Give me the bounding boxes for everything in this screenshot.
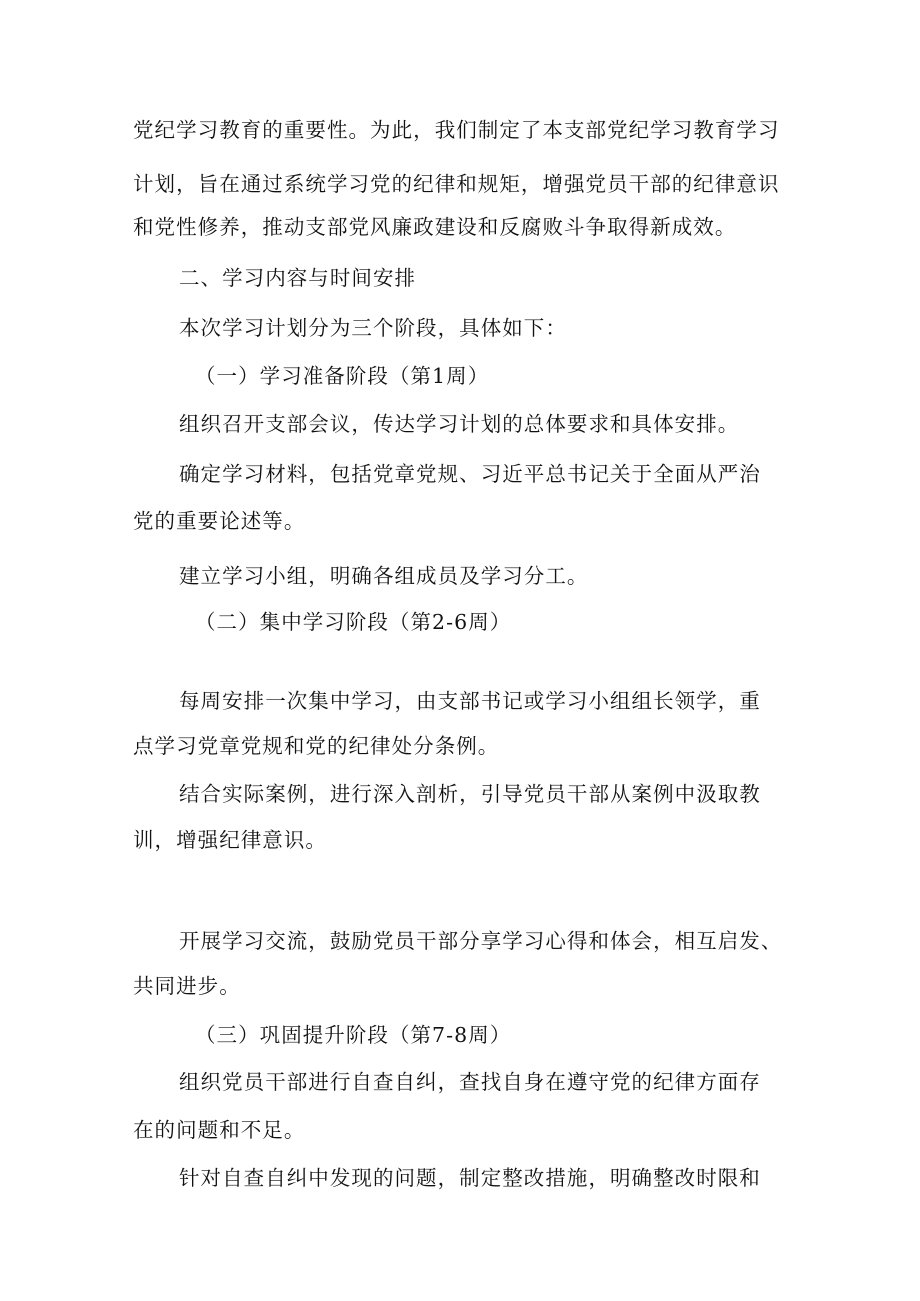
body-text-line: 确定学习材料，包括党章党规、习近平总书记关于全面从严治 bbox=[179, 462, 761, 486]
body-text-line: 点学习党章党规和党的纪律处分条例。 bbox=[133, 734, 500, 758]
body-text-line: 开展学习交流，鼓励党员干部分享学习心得和体会，相互启发、 bbox=[179, 929, 783, 953]
body-text-line: 结合实际案例，进行深入剖析，引导党员干部从案例中汲取教 bbox=[179, 782, 761, 806]
body-text-line: 党的重要论述等。 bbox=[133, 509, 306, 533]
body-text-line: 针对自查自纠中发现的问题，制定整改措施，明确整改时限和 bbox=[179, 1166, 761, 1190]
body-text-line: 共同进步。 bbox=[133, 974, 241, 998]
section-heading: 二、学习内容与时间安排 bbox=[179, 266, 417, 290]
subsection-heading: （一）学习准备阶段（第1周） bbox=[195, 364, 490, 388]
body-text-line: 本次学习计划分为三个阶段，具体如下： bbox=[179, 316, 567, 340]
body-text-line: 和党性修养，推动支部党风廉政建设和反腐败斗争取得新成效。 bbox=[133, 215, 737, 239]
body-text-line: 建立学习小组，明确各组成员及学习分工。 bbox=[179, 564, 589, 588]
body-text-line: 组织党员干部进行自查自纠，查找自身在遵守党的纪律方面存 bbox=[179, 1070, 761, 1094]
subsection-heading: （二）集中学习阶段（第2-6周） bbox=[195, 610, 512, 634]
subsection-heading: （三）巩固提升阶段（第7-8周） bbox=[195, 1023, 512, 1047]
body-text-line: 计划，旨在通过系统学习党的纪律和规矩，增强党员干部的纪律意识 bbox=[133, 172, 780, 196]
body-text-line: 组织召开支部会议，传达学习计划的总体要求和具体安排。 bbox=[179, 412, 740, 436]
body-text-line: 在的问题和不足。 bbox=[133, 1118, 306, 1142]
body-text-line: 训，增强纪律意识。 bbox=[133, 828, 327, 852]
body-text-line: 党纪学习教育的重要性。为此，我们制定了本支部党纪学习教育学习 bbox=[133, 118, 780, 142]
body-text-line: 每周安排一次集中学习，由支部书记或学习小组组长领学，重 bbox=[179, 689, 761, 713]
